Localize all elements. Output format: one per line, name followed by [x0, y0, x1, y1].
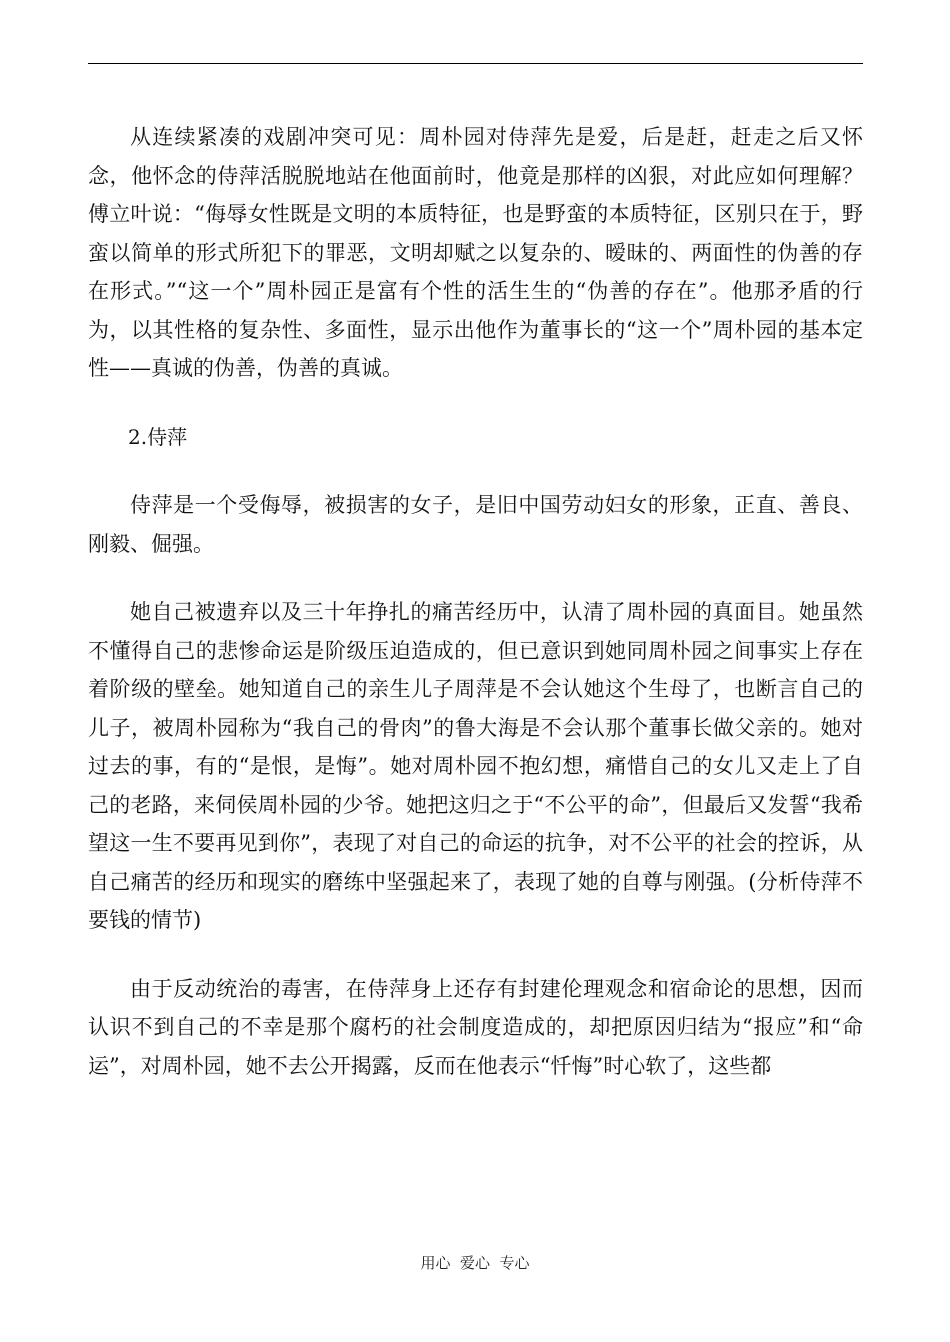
header-rule	[88, 63, 863, 64]
paragraph-shiping-intro: 侍萍是一个受侮辱，被损害的女子，是旧中国劳动妇女的形象，正直、善良、刚毅、倔强。	[88, 493, 863, 556]
paragraph-gap	[88, 456, 863, 486]
paragraph-gap	[88, 940, 863, 970]
paragraph-shiping-limitations: 由于反动统治的毒害，在侍萍身上还存有封建伦理观念和宿命论的思想，因而认识不到自己的不幸是那个腐朽的社会制度造成的，却把原因归结为“报应”和“命运”，对周朴园，她不去公开揭露，反而在他表示“忏悔”时心软了，这些都	[88, 976, 863, 1078]
paragraph-gap	[88, 388, 863, 418]
paragraph-gap	[88, 563, 863, 593]
page-footer: 用心 爱心 专心	[420, 1254, 530, 1272]
section-heading-shiping: 2.侍萍	[128, 424, 188, 449]
paragraph-zhou-puyuan-analysis: 从连续紧凑的戏剧冲突可见：周朴园对侍萍先是爱，后是赶，赶走之后又怀念，他怀念的侍萍活脱脱地站在他面前时，他竟是那样的凶狠，对此应如何理解？傅立叶说：“侮辱女性既是文明的本质特征，也是野蛮的本质特征，区别只在于，野蛮以简单的形式所犯下的罪恶，文明却赋之以复杂的、暧昧的、两面性的伪善的存在形式。”“这一个”周朴园正是富有个性的活生生的“伪善的存在”。他那矛盾的行为，以其性格的复杂性、多面性，显示出他作为董事长的“这一个”周朴园的基本定性——真诚的伪善，伪善的真诚。	[88, 125, 863, 380]
paragraph-shiping-experience: 她自己被遗弃以及三十年挣扎的痛苦经历中，认清了周朴园的真面目。她虽然不懂得自己的悲惨命运是阶级压迫造成的，但已意识到她同周朴园之间事实上存在着阶级的壁垒。她知道自己的亲生儿子周萍是不会认她这个生母了，也断言自己的儿子，被周朴园称为“我自己的骨肉”的鲁大海是不会认那个董事长做父亲的。她对过去的事，有的“是恨，是悔”。她对周朴园不抱幻想，痛惜自己的女儿又走上了自己的老路，来伺侯周朴园的少爷。她把这归之于“不公平的命”，但最后又发誓“我希望这一生不要再见到你”，表现了对自己的命运的抗争，对不公平的社会的控诉，从自己痛苦的经历和现实的磨练中坚强起来了，表现了她的自尊与刚强。(分析侍萍不要钱的情节)	[88, 600, 863, 932]
document-body	[88, 118, 863, 1085]
